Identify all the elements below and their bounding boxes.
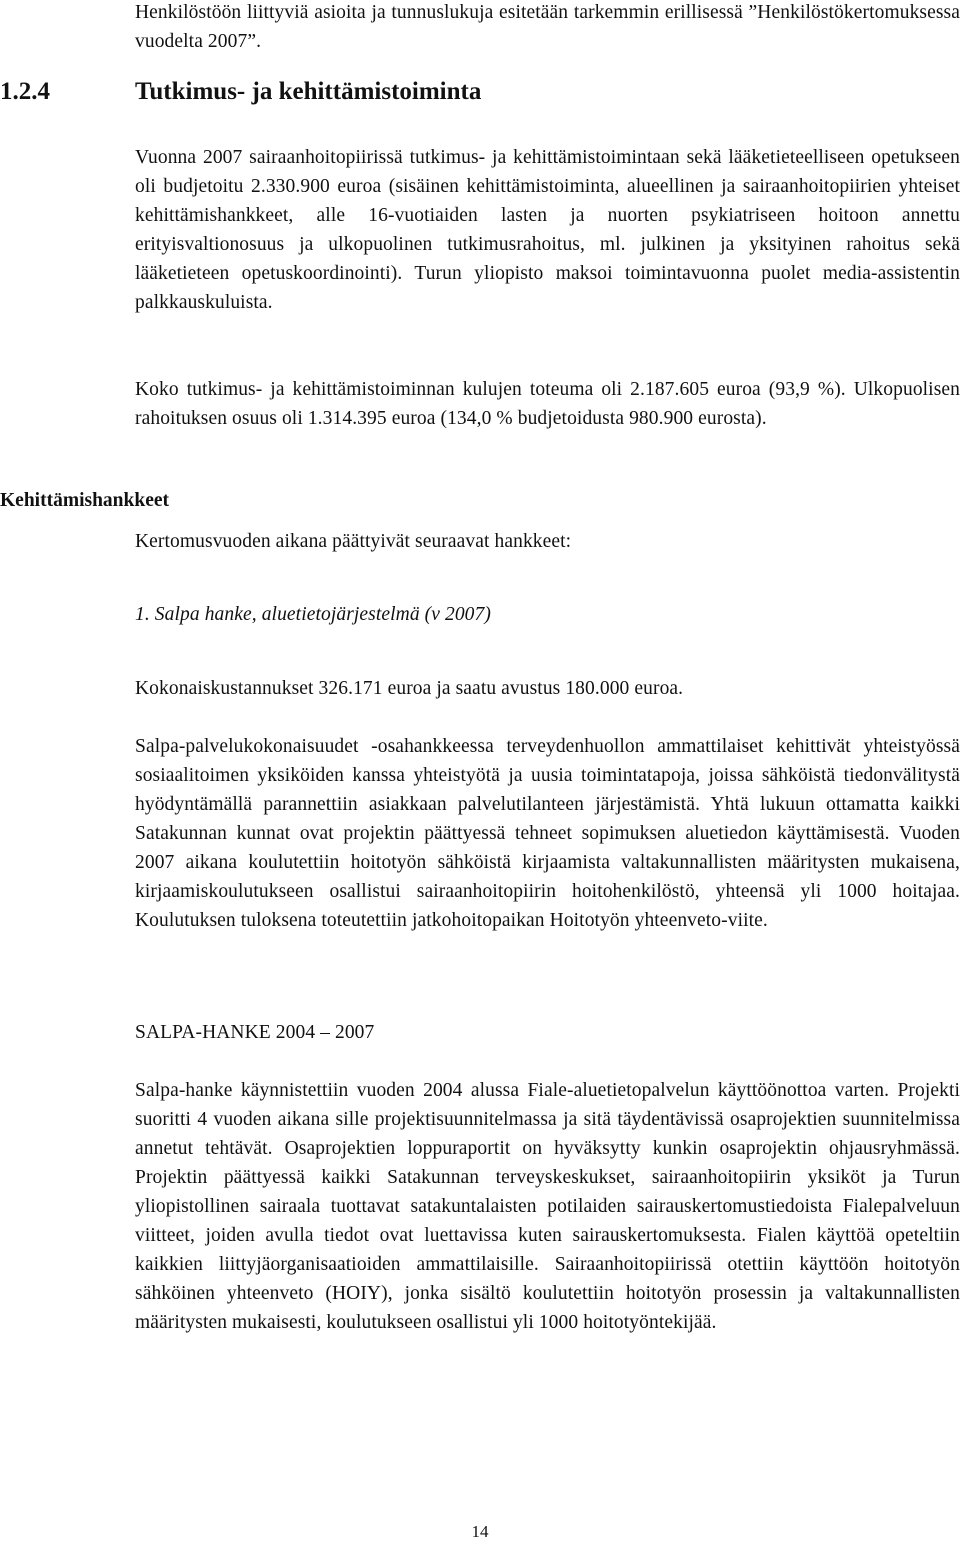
intro-paragraph: Henkilöstöön liittyviä asioita ja tunnuslukuja esitetään tarkemmin erillisessä ”Henkilöstökertomuksessa vuodelta 2007”. bbox=[135, 2, 960, 52]
section-title: Tutkimus- ja kehittämistoiminta bbox=[135, 78, 482, 105]
salpa-description: Salpa-hanke käynnistettiin vuoden 2004 alussa Fiale-aluetietopalvelun käyttöönottoa varten. Projekti suoritti 4 vuoden aikana sille projektisuunnitelmassa ja sitä täydentävissä osaprojektien suunnitelmissa annetut tehtävät. Osaprojektien loppuraportit on hyväksytty kunkin osaprojektin ohjausryhmässä. Projektin päättyessä kaikki Satakunnan terveyskeskukset, sairaanhoitopiirin yksiköt ja Turun yliopistollinen sairaala tuottavat satakuntalaisten potilaiden sairauskertomustiedoista Fialepalveluun viitteet, joiden avulla tiedot ovat luettavissa kuten sairauskertomuksesta. Fialen käyttöä opeteltiin kaikkien liittyjäorganisaatioiden ammattilaisille. Sairaanhoitopiirissä otettiin käyttöön hoitotyön sähköinen yhteenveto (HOIY), jonka sisältö koulutettiin hoitotyön prosessin ja valtakunnallisten määritysten mukaisesti, koulutukseen osallistui yli 1000 hoitotyöntekijää. bbox=[135, 1080, 960, 1333]
page-number: 14 bbox=[471, 1522, 489, 1541]
section-number: 1.2.4 bbox=[0, 78, 50, 105]
budget-paragraph: Vuonna 2007 sairaanhoitopiirissä tutkimus- ja kehittämistoimintaan sekä lääketieteelliseen opetukseen oli budjetoitu 2.330.900 euroa (sisäinen kehittämistoiminta, alueellinen ja sairaanhoitopiirien yhteiset kehittämishankkeet, alle 16-vuotiaiden lasten ja nuorten psykiatriseen hoitoon annettu erityisvaltionosuus ja ulkopuolinen tutkimusrahoitus, ml. julkinen ja yksityinen rahoitus sekä lääketieteen opetuskoordinointi). Turun yliopisto maksoi toimintavuonna puolet media-assistentin palkkauskuluista. bbox=[135, 147, 960, 313]
salpa-heading: SALPA-HANKE 2004 – 2007 bbox=[135, 1022, 375, 1043]
project-1-costs: Kokonaiskustannukset 326.171 euroa ja saatu avustus 180.000 euroa. bbox=[135, 678, 684, 699]
projects-intro: Kertomusvuoden aikana päättyivät seuraavat hankkeet: bbox=[135, 531, 572, 552]
project-1-description: Salpa-palvelukokonaisuudet -osahankkeessa terveydenhuollon ammattilaiset kehittivät yhteistyössä sosiaalitoimen yksiköiden kanssa yhteistyötä ja uusia toimintatapoja, joissa sähköistä tiedonvälitystä hyödyntämällä parannettiin asiakkaan palvelutilanteen järjestämistä. Yhtä lukuun ottamatta kaikki Satakunnan kunnat ovat projektin päättyessä tehneet sopimuksen aluetiedon käyttämisestä. Vuoden 2007 aikana koulutettiin hoitotyön sähköistä kirjaamista valtakunnallisten määritysten mukaisena, kirjaamiskoulutukseen osallistui sairaanhoitopiirin hoitohenkilöstö, yhteensä yli 1000 hoitajaa. Koulutuksen tuloksena toteutettiin jatkohoitopaikan Hoitotyön yhteenveto-viite. bbox=[135, 736, 960, 931]
subheading-projects: Kehittämishankkeet bbox=[0, 490, 170, 511]
costs-paragraph: Koko tutkimus- ja kehittämistoiminnan kulujen toteuma oli 2.187.605 euroa (93,9 %). Ulkopuolisen rahoituksen osuus oli 1.314.395 euroa (134,0 % budjetoidusta 980.900 eurosta). bbox=[135, 379, 960, 429]
project-1-title: 1. Salpa hanke, aluetietojärjestelmä (v 2007) bbox=[135, 604, 491, 625]
